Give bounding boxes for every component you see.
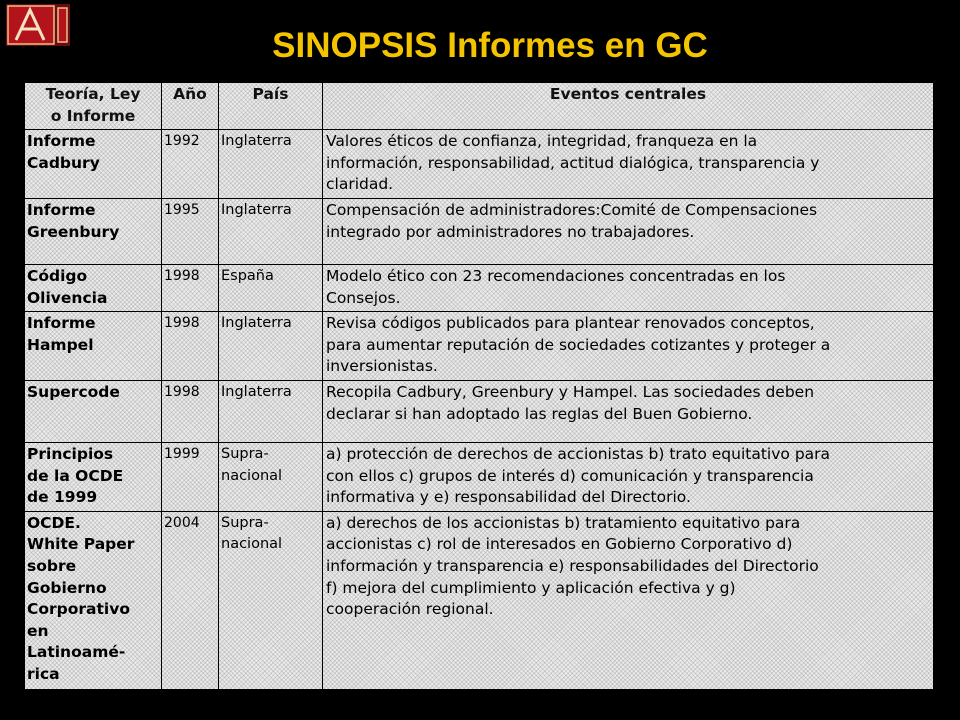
report-country: Inglaterra [219, 380, 323, 442]
report-events: Recopila Cadbury, Greenbury y Hampel. Las sociedades deben declarar si han adoptado las reglas del Buen Gobierno. [323, 380, 934, 442]
synopsis-table-container [24, 82, 934, 690]
report-name: Informe Greenbury [25, 198, 162, 264]
table-row [25, 380, 934, 442]
report-events: Compensación de administradores:Comité de Compensaciones integrado por administradores no trabajadores. [323, 198, 934, 264]
report-country: España [219, 264, 323, 311]
table-row [25, 198, 934, 264]
table-row [25, 312, 934, 381]
report-name: Supercode [25, 380, 162, 442]
report-year: 1998 [162, 264, 219, 311]
report-year: 1998 [162, 380, 219, 442]
report-name: OCDE. White Paper sobre Gobierno Corporativo en Latinoamé- rica [25, 511, 162, 689]
report-events: a) derechos de los accionistas b) tratamiento equitativo para accionistas c) rol de interesados en Gobierno Corporativo d) información y transparencia e) responsabilidades del Directorio f) mejora del cumplimiento y aplicación efectiva y g) cooperación regional. [323, 511, 934, 689]
report-events: Modelo ético con 23 recomendaciones concentradas en los Consejos. [323, 264, 934, 311]
header-events: Eventos centrales [323, 83, 934, 130]
synopsis-table [24, 82, 934, 690]
table-row [25, 130, 934, 199]
table-header-row [25, 83, 934, 130]
report-events: Valores éticos de confianza, integridad, franqueza en la información, responsabilidad, actitud dialógica, transparencia y claridad. [323, 130, 934, 199]
report-events: a) protección de derechos de accionistas b) trato equitativo para con ellos c) grupos de interés d) comunicación y transparencia informativa y e) responsabilidad del Directorio. [323, 442, 934, 511]
table-row [25, 442, 934, 511]
report-country: Supra- nacional [219, 511, 323, 689]
report-events: Revisa códigos publicados para plantear renovados conceptos, para aumentar reputación de sociedades cotizantes y proteger a inversionistas. [323, 312, 934, 381]
report-country: Inglaterra [219, 198, 323, 264]
report-name: Código Olivencia [25, 264, 162, 311]
report-name: Principios de la OCDE de 1999 [25, 442, 162, 511]
report-year: 1992 [162, 130, 219, 199]
header-theory: Teoría, Ley o Informe [25, 83, 162, 130]
report-country: Inglaterra [219, 130, 323, 199]
report-country: Supra- nacional [219, 442, 323, 511]
report-year: 1999 [162, 442, 219, 511]
report-country: Inglaterra [219, 312, 323, 381]
report-year: 1998 [162, 312, 219, 381]
header-year: Año [162, 83, 219, 130]
table-row [25, 264, 934, 311]
slide-title: SINOPSIS Informes en GC [272, 26, 708, 65]
table-row [25, 511, 934, 689]
report-year: 2004 [162, 511, 219, 689]
header-country: País [219, 83, 323, 130]
report-year: 1995 [162, 198, 219, 264]
report-name: Informe Hampel [25, 312, 162, 381]
report-name: Informe Cadbury [25, 130, 162, 199]
